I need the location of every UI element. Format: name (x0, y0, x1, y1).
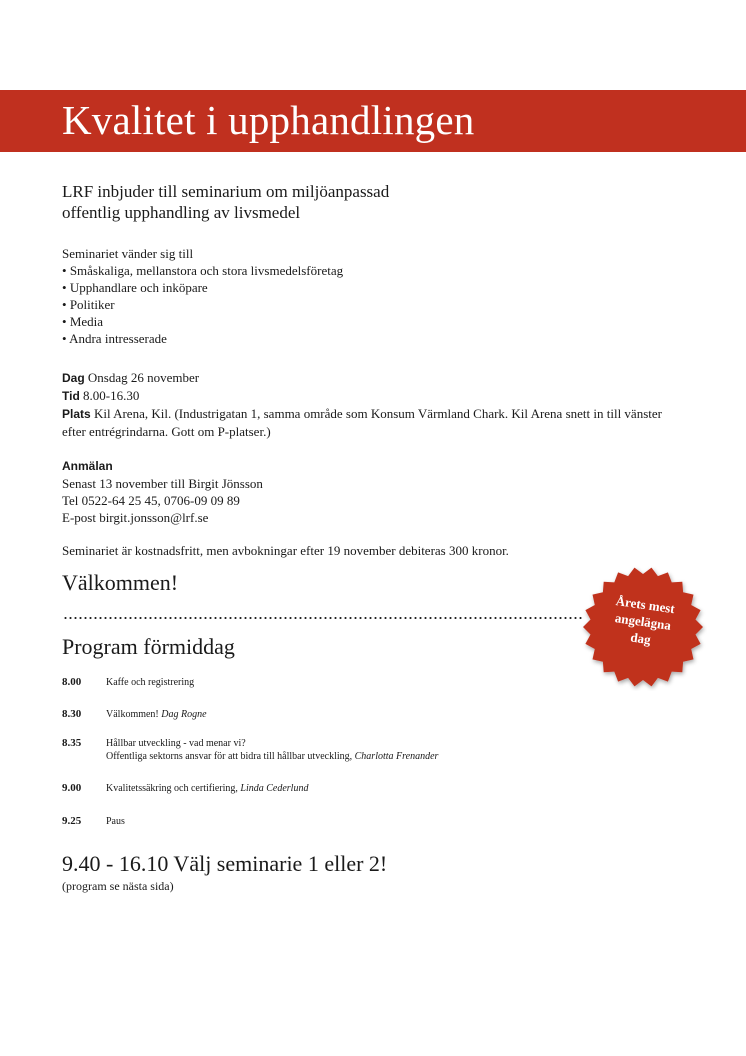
afternoon-note: (program se nästa sida) (62, 879, 174, 893)
schedule-time: 8.35 (62, 737, 82, 749)
intro-text (62, 181, 389, 223)
audience-heading: Seminariet vänder sig till (62, 246, 194, 261)
schedule-speaker: Charlotta Frenander (354, 751, 439, 762)
page-title: Kvalitet i upphandlingen (62, 97, 475, 143)
schedule-desc (106, 737, 438, 763)
audience-section (62, 245, 343, 347)
schedule-time: 9.25 (62, 815, 82, 827)
afternoon-heading: 9.40 - 16.10 Välj seminarie 1 eller 2! (62, 851, 388, 876)
day-row (62, 369, 662, 387)
schedule-text: Kvalitetssäkring och certifiering, (106, 783, 241, 794)
signup-phone: Tel 0522-64 25 45, 0706-09 09 89 (62, 493, 240, 508)
intro-line-2: offentlig upphandling av livsmedel (62, 203, 301, 222)
signup-email: E-post birgit.jonsson@lrf.se (62, 510, 209, 525)
schedule-desc (106, 676, 194, 689)
list-item: • Upphandlare och inköpare (62, 279, 343, 296)
time-value: 8.00-16.30 (83, 388, 140, 403)
schedule-subtext (106, 750, 438, 763)
schedule-text: Kaffe och registrering (106, 677, 195, 688)
list-item: • Småskaliga, mellanstora och stora livsmedelsföretag (62, 262, 343, 279)
schedule-text: Välkommen! (106, 709, 162, 720)
audience-list (62, 262, 343, 347)
schedule-speaker: Dag Rogne (161, 709, 207, 720)
signup-label: Anmälan (62, 459, 113, 473)
badge-line-1: Årets mest (614, 593, 676, 617)
title-banner (0, 90, 746, 152)
dotted-divider (63, 617, 583, 619)
day-label: Dag (62, 371, 85, 385)
schedule-text: Paus (106, 816, 125, 827)
list-item: • Andra intresserade (62, 330, 343, 347)
list-item: • Politiker (62, 296, 343, 313)
schedule-desc (106, 708, 207, 721)
signup-deadline: Senast 13 november till Birgit Jönsson (62, 476, 263, 491)
day-value: Onsdag 26 november (87, 370, 200, 385)
program-title: Program förmiddag (62, 634, 235, 659)
highlight-badge (579, 563, 707, 691)
place-row (62, 405, 662, 440)
schedule-time: 9.00 (62, 782, 82, 794)
time-row (62, 387, 662, 405)
schedule-desc (106, 815, 125, 828)
schedule-text: Hållbar utveckling - vad menar vi? (106, 738, 246, 749)
time-label: Tid (62, 389, 80, 403)
schedule-speaker: Linda Cederlund (240, 783, 309, 794)
list-item: • Media (62, 313, 343, 330)
event-details (62, 369, 662, 440)
schedule-time: 8.00 (62, 676, 82, 688)
schedule-desc (106, 782, 308, 795)
place-value: Kil Arena, Kil. (Industrigatan 1, samma område som Konsum Värmland Chark. Kil Arena snett in till vänster efter entrégrindarna. Gott om P-platser.) (62, 406, 662, 439)
welcome-heading: Välkommen! (62, 570, 179, 595)
signup-section (62, 458, 263, 526)
fee-note: Seminariet är kostnadsfritt, men avbokningar efter 19 november debiteras 300 kronor. (62, 543, 509, 558)
place-label: Plats (62, 407, 91, 421)
schedule-time: 8.30 (62, 708, 82, 720)
intro-line-1: LRF inbjuder till seminarium om miljöanpassad (62, 182, 390, 201)
badge-line-2: angelägna (614, 610, 672, 633)
schedule-text-2: Offentliga sektorns ansvar för att bidra till hållbar utveckling, (106, 751, 355, 762)
badge-line-3: dag (629, 629, 652, 648)
